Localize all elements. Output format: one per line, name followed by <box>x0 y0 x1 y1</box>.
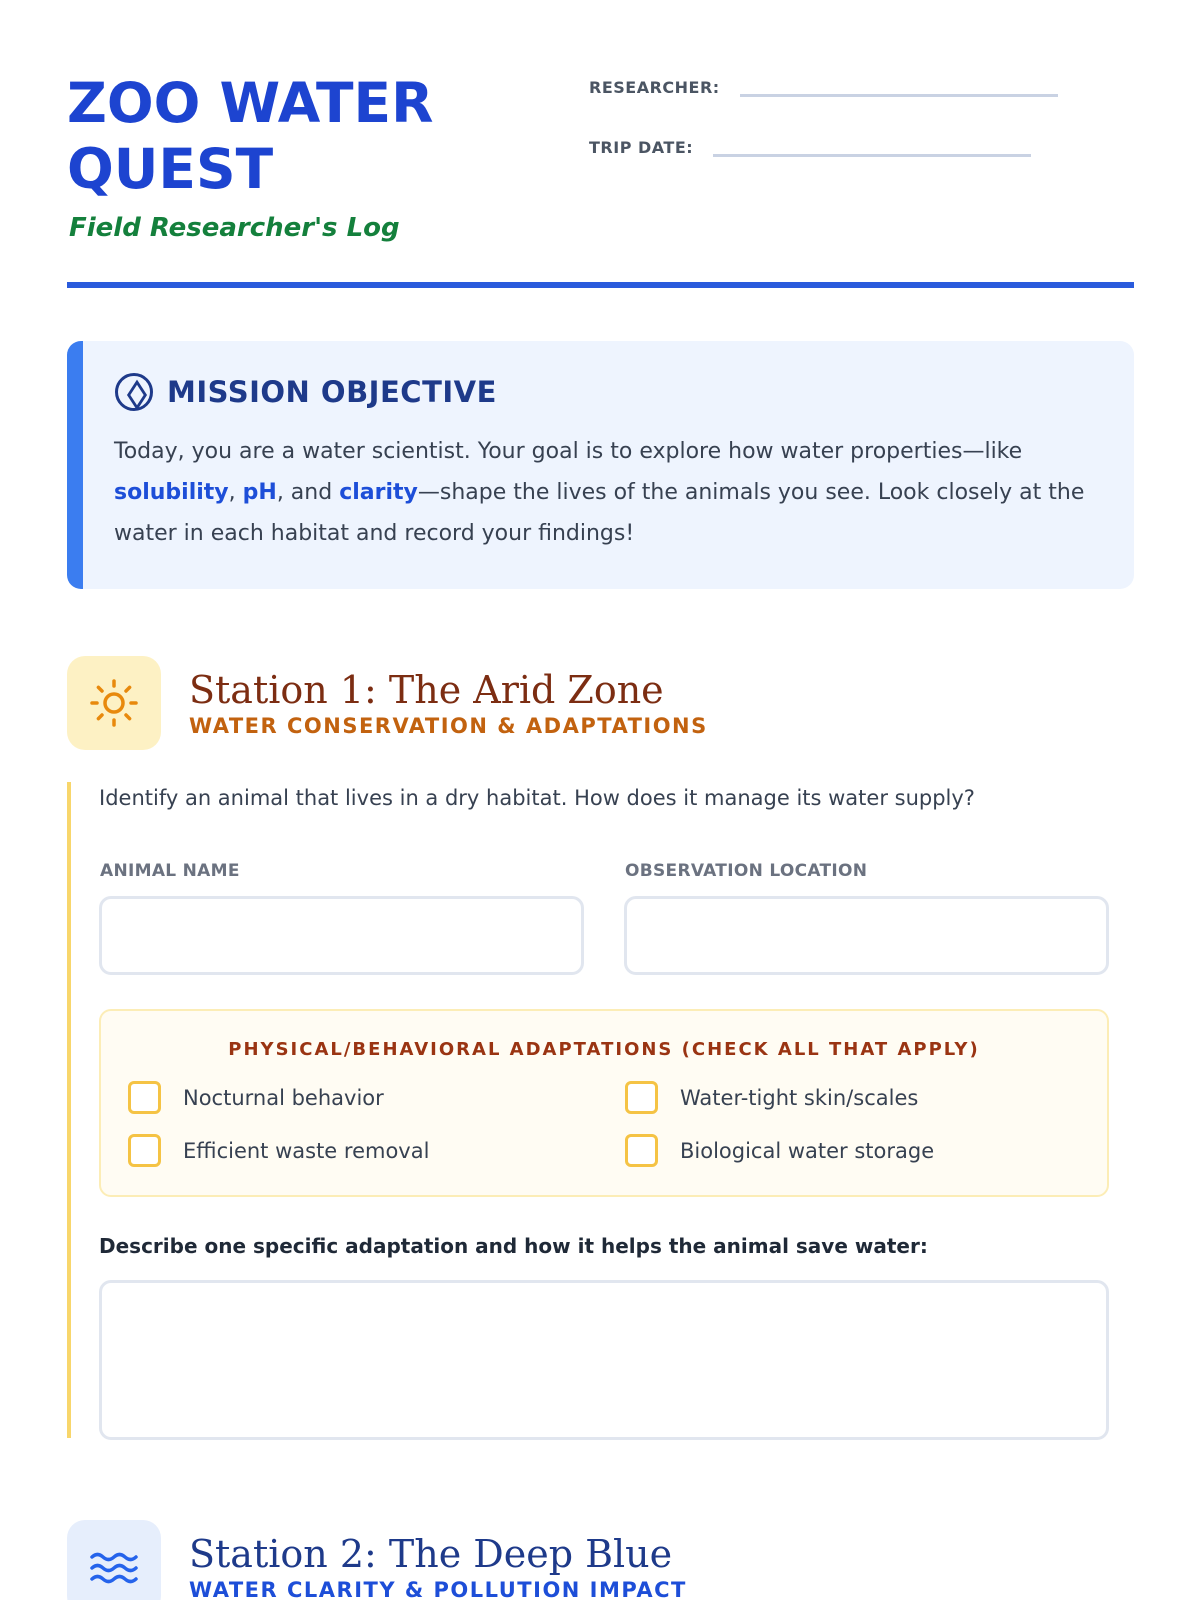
adaptations-checklist <box>99 1009 1109 1197</box>
station-2-title: Station 2: The Deep Blue <box>189 1532 673 1576</box>
researcher-label: RESEARCHER: <box>589 78 720 97</box>
checkbox-label: Biological water storage <box>680 1138 935 1163</box>
trip-date-row <box>589 137 1031 157</box>
observation-location-input[interactable] <box>624 896 1109 975</box>
observation-location-label: OBSERVATION LOCATION <box>625 861 868 881</box>
checkbox-label: Water-tight skin/scales <box>680 1085 919 1110</box>
station-2-text <box>189 1532 687 1600</box>
checkbox-label: Nocturnal behavior <box>183 1085 384 1110</box>
adaptations-title: PHYSICAL/BEHAVIORAL ADAPTATIONS (CHECK ALL THAT APPLY) <box>228 1039 980 1060</box>
describe-adaptation-textarea[interactable] <box>99 1280 1109 1440</box>
adaptation-option[interactable] <box>128 1081 384 1114</box>
page-subtitle: Field Researcher's Log <box>69 213 400 243</box>
station-1-subtitle: WATER CONSERVATION & ADAPTATIONS <box>189 714 708 738</box>
page-header <box>67 70 1134 288</box>
researcher-field[interactable] <box>740 77 1058 97</box>
mission-objective-card <box>67 341 1134 589</box>
station-1-body <box>67 782 1107 1438</box>
page-title: ZOO WATER QUEST <box>67 71 434 201</box>
station-2-header <box>67 1520 687 1600</box>
keyword-solubility: solubility <box>114 480 229 505</box>
mission-header <box>115 373 497 411</box>
compass-icon <box>115 373 153 411</box>
station-1-header <box>67 656 708 750</box>
animal-name-label: ANIMAL NAME <box>100 861 240 881</box>
keyword-clarity: clarity <box>339 480 418 505</box>
mission-text <box>114 431 1114 554</box>
checkbox[interactable] <box>625 1081 658 1114</box>
adaptation-option[interactable] <box>128 1134 429 1167</box>
station-2-subtitle: WATER CLARITY & POLLUTION IMPACT <box>189 1578 687 1600</box>
mission-title: MISSION OBJECTIVE <box>167 375 497 409</box>
checkbox-label: Efficient waste removal <box>183 1138 430 1163</box>
trip-date-label: TRIP DATE: <box>589 138 694 157</box>
mission-text-part: Today, you are a water scientist. Your goal is to explore how water properties—like <box>114 439 1023 464</box>
mission-text-part: —shape the lives of the animals you see. Look closely at the water in each habitat and record your findings! <box>114 480 1085 546</box>
station-1-title: Station 1: The Arid Zone <box>189 668 664 712</box>
checkbox[interactable] <box>128 1134 161 1167</box>
station-1-prompt: Identify an animal that lives in a dry habitat. How does it manage its water supply? <box>99 786 975 810</box>
trip-date-field[interactable] <box>713 137 1031 157</box>
sun-icon <box>67 656 161 750</box>
checkbox[interactable] <box>128 1081 161 1114</box>
adaptation-option[interactable] <box>625 1081 918 1114</box>
checkbox[interactable] <box>625 1134 658 1167</box>
keyword-ph: pH <box>242 480 277 505</box>
animal-name-input[interactable] <box>99 896 584 975</box>
waves-icon <box>67 1520 161 1600</box>
station-1-text <box>189 668 708 738</box>
adaptation-option[interactable] <box>625 1134 934 1167</box>
mission-text-part: , and <box>276 480 340 505</box>
describe-adaptation-label: Describe one specific adaptation and how it helps the animal save water: <box>99 1234 928 1258</box>
mission-text-part: , <box>228 480 243 505</box>
researcher-row <box>589 77 1058 97</box>
